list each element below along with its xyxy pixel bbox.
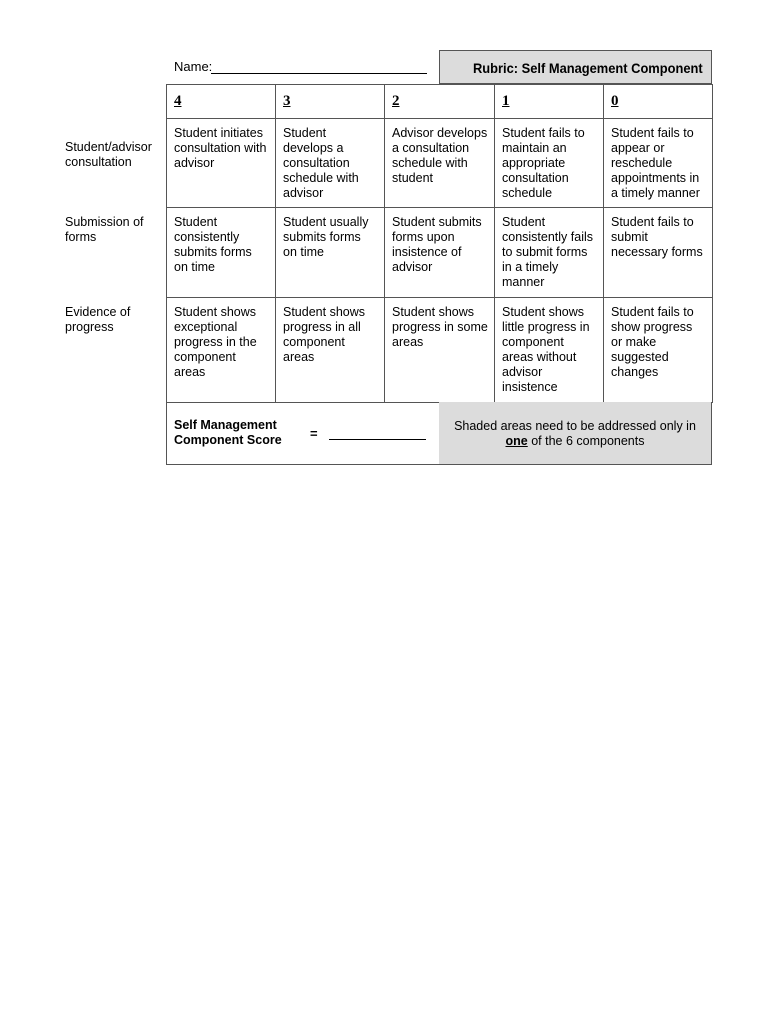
consultation-cell-0: Student fails to appear or reschedule appointments in a timely manner (604, 119, 713, 208)
forms-cell-2: Student submits forms upon insistence of advisor (385, 208, 495, 298)
score-label-line1: Self Management (174, 418, 277, 432)
forms-cell-4: Student consistently submits forms on time (167, 208, 276, 298)
row-label-progress: Evidence of progress (65, 305, 131, 334)
row-label-forms: Submission of forms (65, 215, 144, 244)
score-header-3: 3 (276, 85, 385, 119)
rubric-title-box (439, 50, 712, 84)
note-text-1: Shaded areas need to be addressed only in (454, 419, 696, 433)
progress-cell-3: Student shows progress in all component areas (276, 298, 385, 403)
score-header-0: 0 (604, 85, 713, 119)
forms-cell-1: Student consistently fails to submit forms in a timely manner (495, 208, 604, 298)
component-score-label (174, 418, 282, 448)
equals-sign: = (310, 426, 318, 441)
row-label-consultation: Student/advisor consultation (65, 140, 152, 169)
note-text-2: of the 6 components (527, 434, 645, 448)
rubric-title: Rubric: Self Management Component (473, 60, 703, 76)
forms-cell-3: Student usually submits forms on time (276, 208, 385, 298)
consultation-cell-4: Student initiates consultation with advisor (167, 119, 276, 208)
progress-cell-4: Student shows exceptional progress in the component areas (167, 298, 276, 403)
component-score-box (166, 402, 440, 465)
name-label: Name: (174, 59, 213, 74)
progress-cell-1: Student shows little progress in component areas without advisor insistence (495, 298, 604, 403)
shaded-note-box (439, 402, 712, 465)
score-header-1: 1 (495, 85, 604, 119)
score-header-4: 4 (167, 85, 276, 119)
consultation-cell-1: Student fails to maintain an appropriate consultation schedule (495, 119, 604, 208)
forms-cell-0: Student fails to submit necessary forms (604, 208, 713, 298)
score-label-line2: Component Score (174, 433, 282, 447)
score-header-2: 2 (385, 85, 495, 119)
rubric-grid (166, 84, 713, 403)
note-emphasis: one (505, 434, 528, 448)
consultation-cell-3: Student develops a consultation schedule with advisor (276, 119, 385, 208)
progress-cell-0: Student fails to show progress or make suggested changes (604, 298, 713, 403)
consultation-cell-2: Advisor develops a consultation schedule with student (385, 119, 495, 208)
score-field-line[interactable] (329, 439, 426, 440)
progress-cell-2: Student shows progress in some areas (385, 298, 495, 403)
name-field-line[interactable] (211, 73, 427, 74)
